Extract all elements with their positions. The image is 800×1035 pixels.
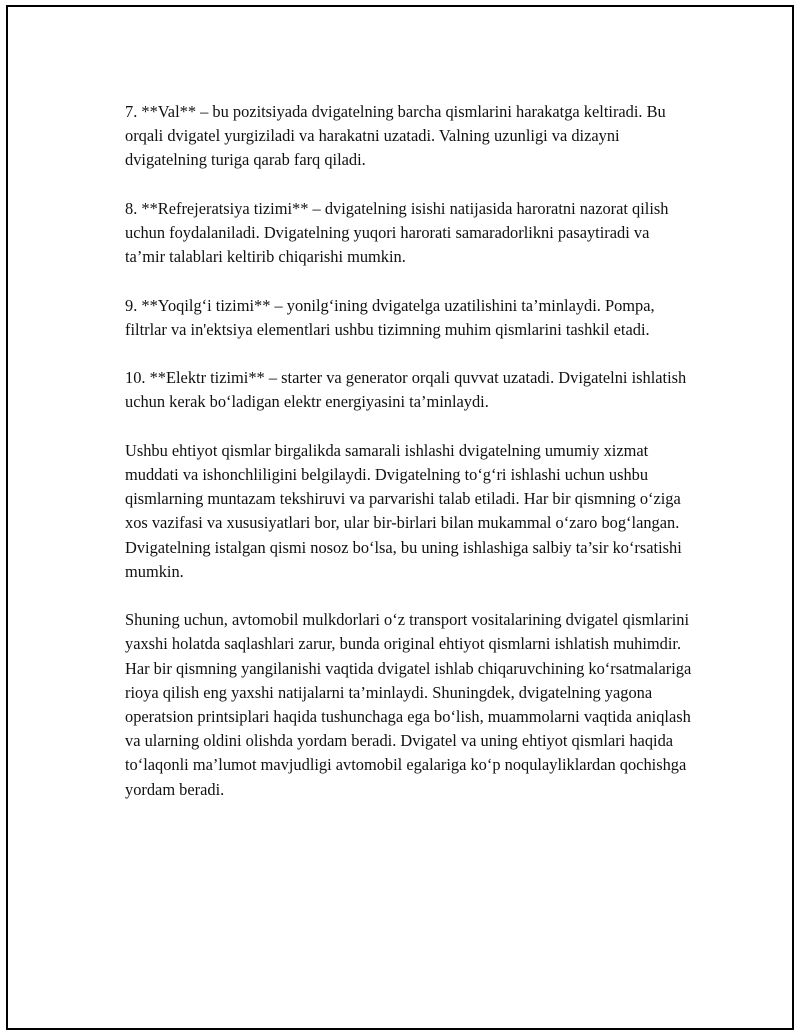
document-body	[125, 100, 693, 802]
paragraph-yoqilgi: 9. **Yoqilg‘i tizimi** – yonilg‘ining dvigatelga uzatilishini ta’minlaydi. Pompa, filtrlar va in'ektsiya elementlari ushbu tizimning muhim qismlarini tashkil etadi.	[125, 295, 655, 339]
paragraph-refrejeratsiya: 8. **Refrejeratsiya tizimi** – dvigatelning isishi natijasida haroratni nazorat qilish uchun foydalaniladi. Dvigatelning yuqori harorati samaradorlikni pasaytiradi va ta’mir talablari keltirib chiqarishi mumkin.	[125, 198, 669, 267]
paragraph-summary: Ushbu ehtiyot qismlar birgalikda samarali ishlashi dvigatelning umumiy xizmat muddati va ishonchliligini belgilaydi. Dvigatelning to‘g‘ri ishlashi uchun ushbu qismlarning muntazam tekshiruvi va parvarishi talab etiladi. Har bir qismning o‘ziga xos vazifasi va xususiyatlari bor, ular bir-birlari bilan mukammal o‘zaro bog‘langan. Dvigatelning istalgan qismi nosoz bo‘lsa, bu uning ishlashiga salbiy ta’sir ko‘rsatishi mumkin.	[125, 440, 682, 581]
paragraph-conclusion: Shuning uchun, avtomobil mulkdorlari o‘z transport vositalarining dvigatel qismlarini yaxshi holatda saqlashlari zarur, bunda original ehtiyot qismlarni ishlatish muhimdir. Har bir qismning yangilanishi vaqtida dvigatel ishlab chiqaruvchining ko‘rsatmalariga rioya qilish eng yaxshi natijalarni ta’minlaydi. Shuningdek, dvigatelning yagona operatsion printsiplari haqida tushunchaga ega bo‘lish, muammolarni vaqtida aniqlash va ularning oldini olishda yordam beradi. Dvigatel va uning ehtiyot qismlari haqida to‘laqonli ma’lumot mavjudligi avtomobil egalariga ko‘p noqulayliklardan qochishga yordam beradi.	[125, 610, 692, 799]
paragraph-elektr: 10. **Elektr tizimi** – starter va generator orqali quvvat uzatadi. Dvigatelni ishlatish uchun kerak bo‘ladigan elektr energiyasini ta’minlaydi.	[125, 368, 687, 412]
page-border	[6, 5, 794, 1030]
paragraph-val: 7. **Val** – bu pozitsiyada dvigatelning barcha qismlarini harakatga keltiradi. Bu orqali dvigatel yurgiziladi va harakatni uzatadi. Valning uzunligi va dizayni dvigatelning turiga qarab farq qiladi.	[125, 102, 666, 170]
